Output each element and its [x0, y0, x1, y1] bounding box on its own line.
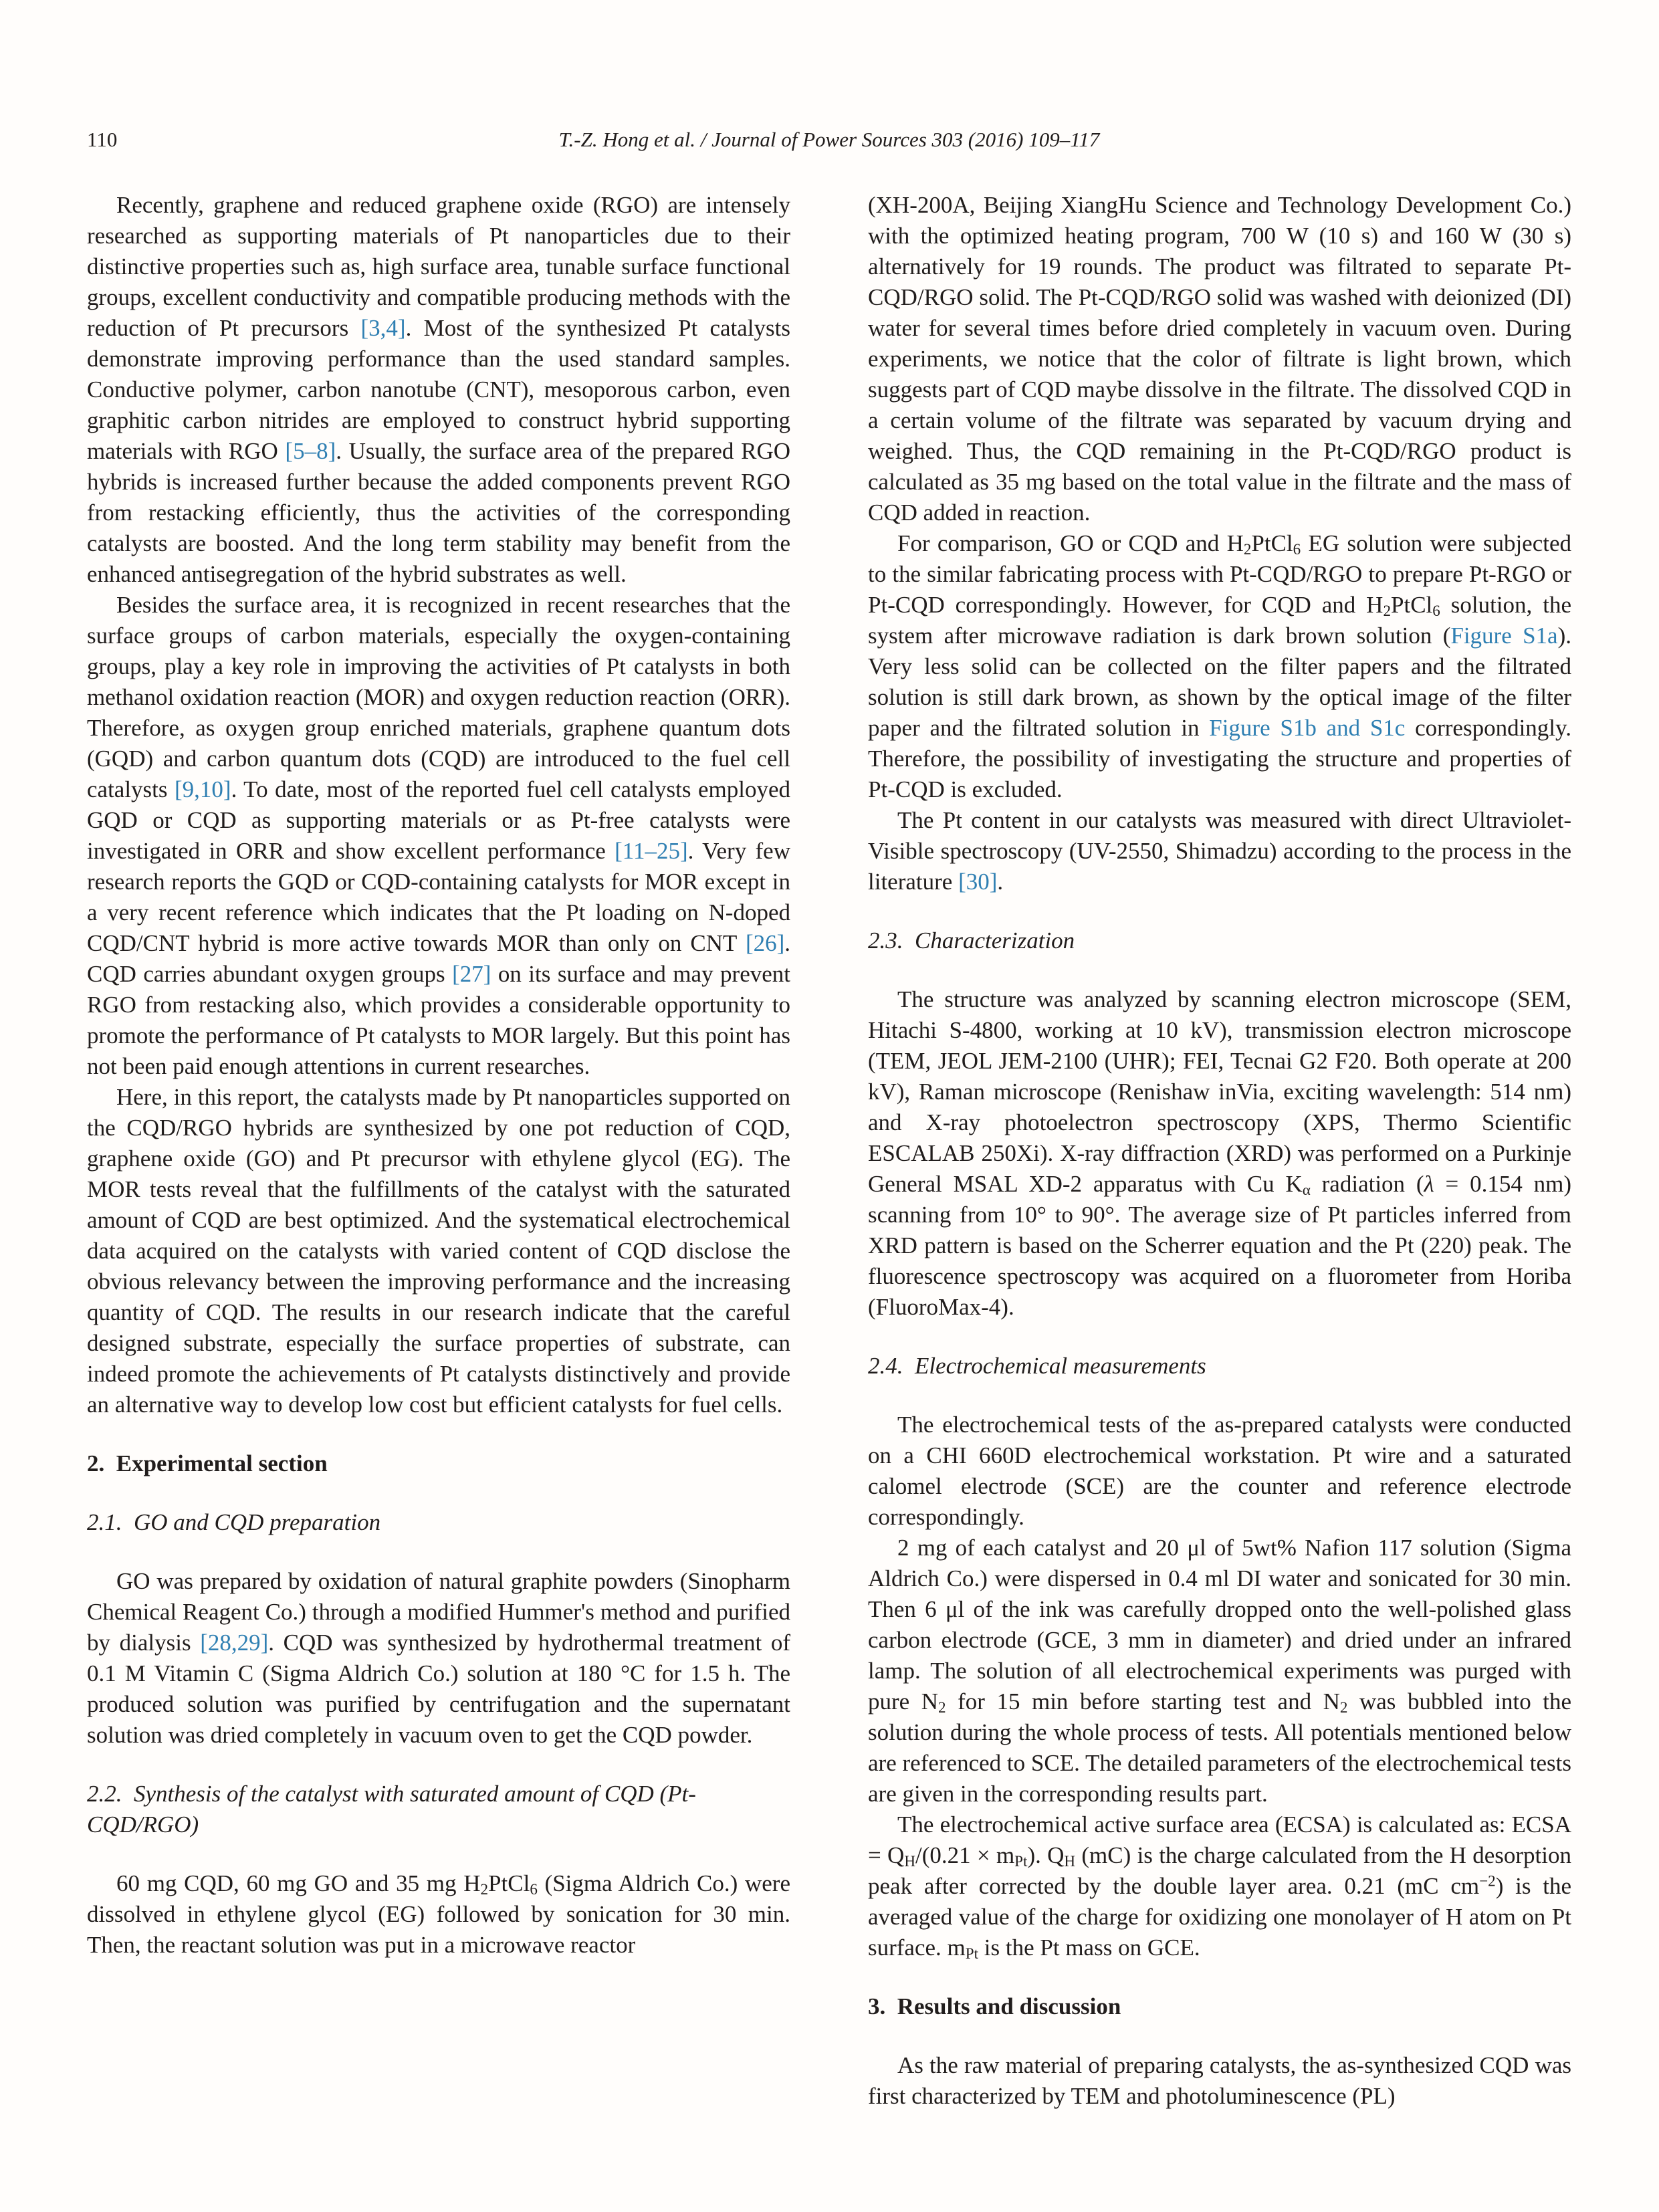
electrochemical-measurements-heading: 2.4. Electrochemical measurements	[868, 1353, 1206, 1379]
intro-paragraph-2: Besides the surface area, it is recognized in recent researches that the surface groups of carbon materials, especially the oxygen-containing groups, play a key role in improving the activities of Pt catalysts in both methanol oxidation reaction (MOR) and oxygen reduction reaction (ORR). Therefore, as oxygen group enriched materials, graphene quantum dots (GQD) and carbon quantum dots (CQD) are introduced to the fuel cell catalysts [9,10]. To date, most of the reported fuel cell catalysts employed GQD or CQD as supporting materials or as Pt-free catalysts were investigated in ORR and show excellent performance [11–25]. Very few research reports the GQD or CQD-containing catalysts for MOR except in a very recent reference which indicates that the Pt loading on N-doped CQD/CNT hybrid is more active towards MOR than only on CNT [26]. CQD carries abundant oxygen groups [27] on its surface and may prevent RGO from restacking also, which provides a considerable opportunity to promote the performance of Pt catalysts to MOR largely. But this point has not been paid enough attentions in current researches.	[87, 592, 790, 1079]
comparison-paragraph: For comparison, GO or CQD and $H_2PtCl_6$ EG solution were subjected to the similar fabricating process with Pt-CQD/RGO to prepare Pt-RGO or Pt-CQD correspondingly. However, for CQD and $H_2PtCl_6$ solution, the system after microwave radiation is dark brown solution (Figure S1a). Very less solid can be collected on the filter papers and the filtrated solution is still dark brown, as shown by the optical image of the filter paper and the filtrated solution in Figure S1b and S1c correspondingly. Therefore, the possibility of investigating the structure and properties of Pt-CQD is excluded.	[868, 530, 1571, 802]
running-title: T.-Z. Hong et al. / Journal of Power Sources 303 (2016) 109–117	[558, 128, 1100, 151]
superscript-text: −2	[1479, 1872, 1496, 1890]
subscript-text: 6	[530, 1880, 538, 1898]
subscript-text: H	[1064, 1852, 1076, 1870]
right-column	[868, 190, 1571, 2112]
subscript-text: H	[904, 1852, 915, 1870]
subscript-text: 6	[1432, 602, 1440, 620]
citation-link[interactable]: [3,4]	[360, 315, 406, 341]
pt-content-paragraph: The Pt content in our catalysts was measured with direct Ultraviolet-Visible spectroscopy (UV-2550, Shimadzu) according to the process in the literature [30].	[868, 807, 1571, 895]
subscript-text: 2	[1243, 540, 1252, 558]
subscript-text: 2	[1339, 1698, 1348, 1717]
citation-link[interactable]: [28,29]	[200, 1630, 269, 1656]
results-discussion-heading: 3. Results and discussion	[868, 1993, 1121, 2019]
ecsa-calculation-paragraph: The electrochemical active surface area (ECSA) is calculated as: ECSA = $Q_H/(0.21 \times m_{Pt})$. $Q_H$ (mC) is the charge calculated from the H desorption peak after corrected by the double layer area. 0.21 (mC $cm^{-2}$) is the averaged value of the charge for oxidizing one monolayer of H atom on Pt surface. $m_{Pt}$ is the Pt mass on GCE.	[868, 1811, 1572, 1963]
citation-link[interactable]: [11–25]	[615, 838, 688, 864]
italic-symbol: λ	[1424, 1171, 1434, 1197]
go-cqd-preparation-paragraph: GO was prepared by oxidation of natural graphite powders (Sinopharm Chemical Reagent Co.) through a modified Hummer's method and purified by dialysis [28,29]. CQD was synthesized by hydrothermal treatment of 0.1 M Vitamin C (Sigma Aldrich Co.) solution at 180 °C for 1.5 h. The produced solution was purified by centrifugation and the supernatant solution was dried completely in vacuum oven to get the CQD powder.	[87, 1568, 791, 1748]
citation-link[interactable]: [30]	[958, 869, 998, 895]
electrochemical-workstation-paragraph: The electrochemical tests of the as-prepared catalysts were conducted on a CHI 660D electrochemical workstation. Pt wire and a saturated calomel electrode (SCE) are the counter and reference electrode correspondingly.	[868, 1412, 1571, 1530]
citation-link[interactable]: [26]	[745, 930, 785, 956]
go-cqd-preparation-heading: 2.1. GO and CQD preparation	[87, 1509, 381, 1535]
characterization-paragraph: The structure was analyzed by scanning electron microscope (SEM, Hitachi S-4800, working at 10 kV), transmission electron microscope (TEM, JEOL JEM-2100 (UHR); FEI, Tecnai G2 F20. Both operate at 200 kV), Raman microscope (Renishaw inVia, exciting wavelength: 514 nm) and X-ray photoelectron spectroscopy (XPS, Thermo Scientific ESCALAB 250Xi). X-ray diffraction (XRD) was performed on a Purkinje General MSAL XD-2 apparatus with Cu $K_\alpha$ radiation (λ = 0.154 nm) scanning from 10° to 90°. The average size of Pt particles inferred from XRD pattern is based on the Scherrer equation and the Pt (220) peak. The fluorescence spectroscopy was acquired on a fluorometer from Horiba (FluoroMax-4).	[868, 986, 1572, 1320]
microwave-synthesis-paragraph: (XH-200A, Beijing XiangHu Science and Technology Development Co.) with the optimized heating program, 700 W (10 s) and 160 W (30 s) alternatively for 19 rounds. The product was filtrated to separate Pt-CQD/RGO solid. The Pt-CQD/RGO solid was washed with deionized (DI) water for several times before dried completely in vacuum oven. During experiments, we notice that the color of filtrate is light brown, which suggests part of CQD maybe dissolve in the filtrate. The dissolved CQD in a certain volume of the filtrate was separated by vacuum drying and weighed. Thus, the CQD remaining in the Pt-CQD/RGO product is calculated as 35 mg based on the total value in the filtrate and the mass of CQD added in reaction.	[868, 192, 1571, 526]
subscript-text: 6	[1293, 540, 1301, 558]
citation-link[interactable]: [5–8]	[285, 438, 336, 464]
subscript-text: α	[1302, 1181, 1311, 1199]
intro-paragraph-1: Recently, graphene and reduced graphene oxide (RGO) are intensely researched as supporting materials of Pt nanoparticles due to their distinctive properties such as, high surface area, tunable surface functional groups, excellent conductivity and compatible producing methods with the reduction of Pt precursors [3,4]. Most of the synthesized Pt catalysts demonstrate improving performance than the used standard samples. Conductive polymer, carbon nanotube (CNT), mesoporous carbon, even graphitic carbon nitrides are employed to construct hybrid supporting materials with RGO [5–8]. Usually, the surface area of the prepared RGO hybrids is increased further because the added components prevent RGO from restacking efficiently, thus the activities of the corresponding catalysts are boosted. And the long term stability may benefit from the enhanced antisegregation of the hybrid substrates as well.	[87, 192, 790, 587]
citation-link[interactable]: [9,10]	[175, 776, 231, 802]
citation-link[interactable]: Figure S1a	[1450, 623, 1558, 649]
results-intro-paragraph: As the raw material of preparing catalysts, the as-synthesized CQD was first characterized by TEM and photoluminescence (PL)	[868, 2052, 1571, 2109]
citation-link[interactable]: Figure S1b and S1c	[1209, 715, 1406, 741]
subscript-text: Pt	[1014, 1852, 1028, 1870]
catalyst-synthesis-paragraph: 60 mg CQD, 60 mg GO and 35 mg $H_2PtCl_6$ (Sigma Aldrich Co.) were dissolved in ethylene glycol (EG) followed by sonication for 30 min. Then, the reactant solution was put in a microwave reactor	[87, 1870, 790, 1958]
subscript-text: 2	[1383, 602, 1391, 620]
subscript-text: 2	[938, 1698, 946, 1717]
page-number: 110	[87, 128, 118, 151]
catalyst-synthesis-heading: 2.2. Synthesis of the catalyst with saturated amount of CQD (Pt-CQD/RGO)	[87, 1781, 696, 1838]
intro-paragraph-3: Here, in this report, the catalysts made by Pt nanoparticles supported on the CQD/RGO hybrids are synthesized by one pot reduction of CQD, graphene oxide (GO) and Pt precursor with ethylene glycol (EG). The MOR tests reveal that the fulfillments of the catalyst with the saturated amount of CQD are best optimized. And the systematical electrochemical data acquired on the catalysts with varied content of CQD disclose the obvious relevancy between the improving performance and the increasing quantity of CQD. The results in our research indicate that the careful designed substrate, especially the surface properties of substrate, can indeed promote the achievements of Pt catalysts distinctively and provide an alternative way to develop low cost but efficient catalysts for fuel cells.	[87, 1084, 790, 1418]
citation-link[interactable]: [27]	[452, 961, 491, 987]
subscript-text: 2	[480, 1880, 489, 1898]
page-header	[87, 126, 1571, 154]
subscript-text: Pt	[965, 1945, 979, 1963]
characterization-heading: 2.3. Characterization	[868, 927, 1075, 954]
electrode-preparation-paragraph: 2 mg of each catalyst and 20 μl of 5wt% Nafion 117 solution (Sigma Aldrich Co.) were dispersed in 0.4 ml DI water and sonicated for 30 min. Then 6 μl of the ink was carefully dropped onto the well-polished glass carbon electrode (GCE, 3 mm in diameter) and dried under an infrared lamp. The solution of all electrochemical experiments was purged with pure $N_2$ for 15 min before starting test and $N_2$ was bubbled into the solution during the whole process of tests. All potentials mentioned below are referenced to SCE. The detailed parameters of the electrochemical tests are given in the corresponding results part.	[868, 1535, 1571, 1807]
left-column	[87, 190, 790, 2112]
two-column-body	[87, 190, 1571, 2112]
experimental-section-heading: 2. Experimental section	[87, 1450, 328, 1476]
